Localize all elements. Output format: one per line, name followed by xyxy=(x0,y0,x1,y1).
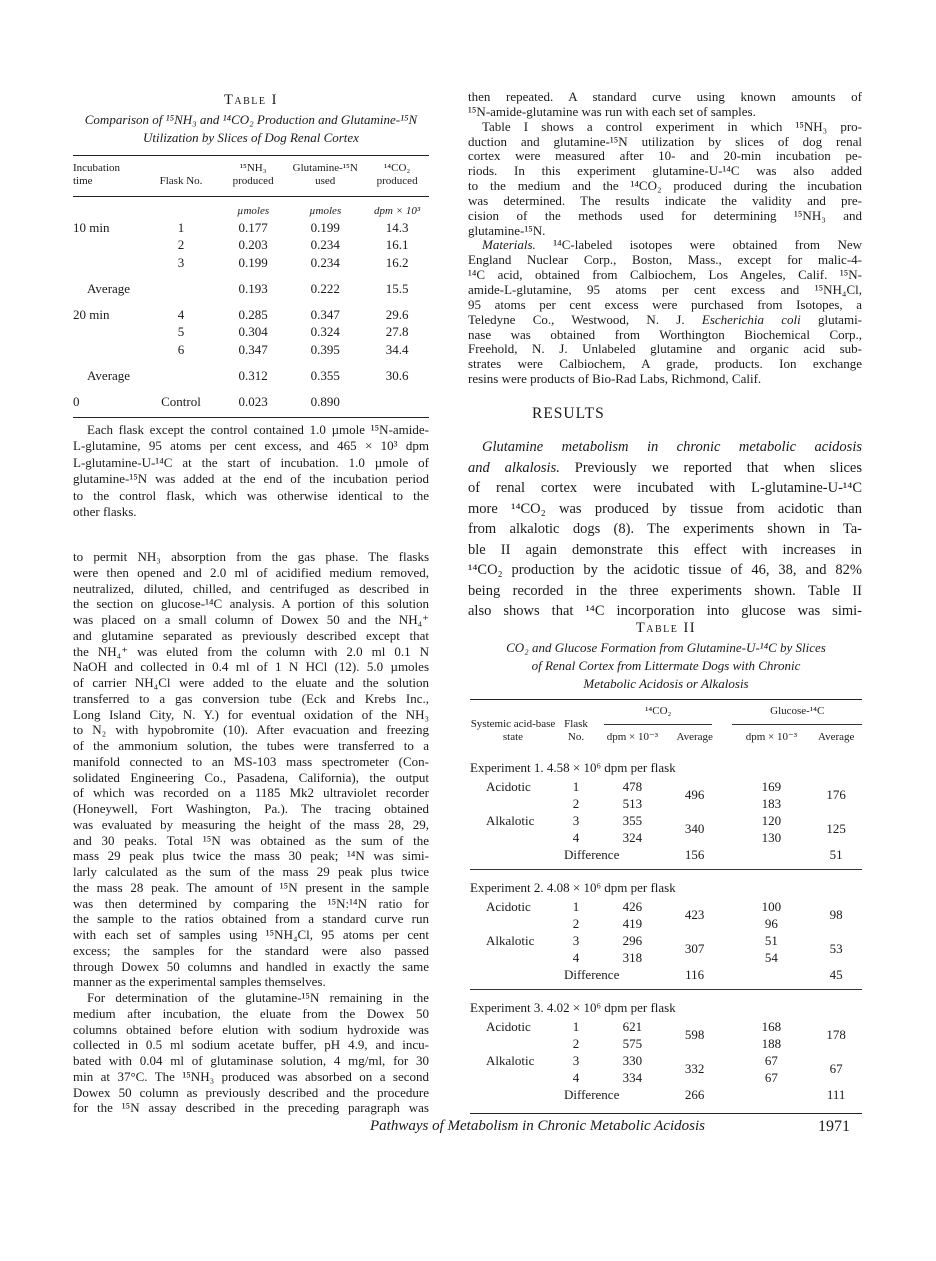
table-1-grid xyxy=(73,155,429,411)
text-line: was determined. The results indicate the validity and pre- xyxy=(468,192,862,208)
text-line: from alkalotic dogs (8). The experiments shown in Ta- xyxy=(468,521,862,537)
co2-cell: 30.6 xyxy=(385,367,409,383)
nh3-cell: 0.347 xyxy=(238,341,268,357)
co2-group-label: ¹⁴CO₂ xyxy=(604,705,712,725)
text-line: excess; the samples for the standard were also passed xyxy=(73,942,429,958)
text-line: and glutamine separated as previously described except that xyxy=(73,627,429,643)
text-line xyxy=(468,313,862,328)
species-name: Escherichia coli xyxy=(701,311,801,327)
footnote-line: other flasks. xyxy=(73,504,137,519)
footnote-line: Each flask except the control contained 1.0 µmole ¹⁵N-amide- xyxy=(87,421,429,437)
col-group-header xyxy=(596,700,720,726)
text-line: bated with 0.04 ml of glutaminase solution, 4 mg/ml, for 30 xyxy=(73,1053,429,1068)
difference-label: Difference xyxy=(564,846,620,862)
table-row xyxy=(470,932,862,949)
text-line: were then opened and 2.0 ml of acidified medium removed, xyxy=(73,564,429,580)
glutamine-cell: 0.324 xyxy=(310,324,340,340)
text-line: more ¹⁴CO₂ was produced by tissue from acidotic than xyxy=(468,500,862,517)
flask-cell: 4 xyxy=(572,1069,580,1085)
difference-row xyxy=(470,966,862,990)
text-line: (Honeywell, Fort Washington, Pa.). The tracing obtained xyxy=(73,801,429,816)
flask-cell xyxy=(141,359,221,385)
table-row xyxy=(73,341,429,359)
text-line: larly calculated as the sum of the mass 29 peak plus twice xyxy=(73,864,429,879)
table-row xyxy=(73,298,429,324)
table-2-caption xyxy=(470,639,862,693)
text-line: to permit NH₃ absorption from the gas phase. The flasks xyxy=(73,549,429,564)
table-row xyxy=(73,359,429,385)
experiment-title: Experiment 2. 4.08 × 10⁶ dpm per flask xyxy=(470,880,676,895)
experiment-title: Experiment 3. 4.02 × 10⁶ dpm per flask xyxy=(470,1000,676,1015)
text-line: was then determined by comparing the ¹⁵N:¹⁴N ratio for xyxy=(73,895,429,911)
glucose-difference-cell: 51 xyxy=(829,846,843,862)
col-header: Flask No. xyxy=(159,175,203,187)
table-row xyxy=(470,795,862,812)
co2-dpm-cell: 419 xyxy=(622,915,643,931)
experiment-header-row xyxy=(470,990,862,1019)
incubation-time-cell xyxy=(73,237,141,255)
text-line: was placed on a small column of Dowex 50 and the NH₄⁺ xyxy=(73,612,429,627)
text-line: NaOH and collected in 0.4 ml of 1 N HCl (12). 5.0 µmoles xyxy=(73,659,429,675)
flask-cell: 2 xyxy=(572,915,580,931)
text-line: then repeated. A standard curve using known amounts of xyxy=(468,89,862,104)
text-line: of the ammonium solution, the tubes were transferred to a xyxy=(73,738,429,753)
glucose-difference-cell: 111 xyxy=(826,1086,846,1102)
glucose-group-label: Glucose-¹⁴C xyxy=(732,705,862,725)
table-2-grid xyxy=(470,699,862,1109)
text-line: the mass 28 peak. The amount of ¹⁵N present in the sample xyxy=(73,879,429,895)
co2-dpm-cell: 324 xyxy=(622,829,643,845)
incubation-time-cell: 20 min xyxy=(73,306,110,322)
page-number: 1971 xyxy=(818,1118,850,1135)
spacer xyxy=(470,1086,556,1109)
glucose-dpm-cell: 120 xyxy=(761,812,782,828)
text-line: manifold connected to an MS-103 mass spectrometer (Con- xyxy=(73,753,429,769)
col-header: Average xyxy=(817,731,855,743)
col-group-header xyxy=(720,700,862,726)
flask-cell: 3 xyxy=(177,254,185,270)
footnote-line: L-glutamine, 95 atoms per cent excess, and 465 × 10³ dpm xyxy=(73,438,429,453)
experiment-header-row xyxy=(470,870,862,899)
glucose-average-cell: 176 xyxy=(826,787,846,802)
italic-run: Materials. xyxy=(482,237,536,253)
nh3-cell: 0.304 xyxy=(238,324,268,340)
glutamine-cell: 0.234 xyxy=(310,254,340,270)
nh3-cell: 0.199 xyxy=(238,254,268,270)
glutamine-cell: 0.234 xyxy=(310,237,340,253)
col-header: Systemic acid-base state xyxy=(470,718,556,743)
table-row xyxy=(73,272,429,298)
section-heading: RESULTS xyxy=(532,405,605,422)
body-text-right xyxy=(468,90,862,387)
text-line: neutralized, diluted, chilled, and centrifuged as described in xyxy=(73,580,429,596)
table-row xyxy=(470,778,862,795)
glutamine-cell: 0.199 xyxy=(310,219,340,235)
text-line xyxy=(468,437,862,458)
glucose-average-cell: 67 xyxy=(829,1061,843,1076)
text-line: ble II again demonstrate this effect with increases in xyxy=(468,541,862,558)
table-1-footnote xyxy=(73,422,429,521)
text-line: strates were Calbiochem, A grade, products. Ion exchange xyxy=(468,356,862,372)
glucose-dpm-cell: 54 xyxy=(764,949,778,965)
text-line: resins were products of Bio-Rad Labs, Richmond, Calif. xyxy=(468,371,762,387)
difference-row xyxy=(470,1086,862,1109)
text-line: cision of the methods used for determining ¹⁵NH₃ and xyxy=(468,207,862,223)
table-row xyxy=(470,1018,862,1035)
table-1-caption xyxy=(73,111,429,147)
co2-dpm-cell: 334 xyxy=(622,1069,643,1085)
glucose-dpm-cell: 51 xyxy=(764,932,778,948)
text-line xyxy=(468,458,862,479)
text-line: and 30 peaks. Total ¹⁵N was obtained as the sum of the xyxy=(73,832,429,848)
glucose-dpm-cell: 168 xyxy=(761,1018,782,1034)
state-cell: Acidotic xyxy=(486,778,531,794)
co2-average-cell: 496 xyxy=(684,787,705,802)
state-cell xyxy=(470,1069,556,1086)
co2-dpm-cell: 575 xyxy=(622,1035,643,1051)
co2-dpm-cell: 318 xyxy=(622,949,643,965)
glucose-dpm-cell: 67 xyxy=(764,1069,778,1085)
state-cell xyxy=(470,915,556,932)
text-line: Dowex 50 column as previously described and the procedure xyxy=(73,1084,429,1100)
flask-cell: 1 xyxy=(572,778,580,794)
flask-cell: 1 xyxy=(177,219,185,235)
glucose-average-cell: 178 xyxy=(826,1027,846,1042)
incubation-time-cell: Average xyxy=(87,280,131,296)
text-line: also shows that ¹⁴C incorporation into glucose was simi- xyxy=(468,603,862,619)
text-run: ¹⁴C-labeled isotopes were obtained from New xyxy=(535,237,862,253)
glucose-dpm-cell: 67 xyxy=(764,1052,778,1068)
glucose-dpm-cell: 188 xyxy=(761,1035,782,1051)
table-row xyxy=(73,237,429,255)
text-line: to N₂ with hypobromite (10). After evacuation and freezing xyxy=(73,722,429,738)
text-line: being recorded in the three experiments shown. Table II xyxy=(468,582,862,599)
nh3-cell: 0.203 xyxy=(238,237,268,253)
flask-cell: 1 xyxy=(572,1018,580,1034)
text-line: duction and glutamine-¹⁵N utilization by slices of dog renal xyxy=(468,133,862,149)
col-header: Incubation time xyxy=(73,162,121,187)
text-line: with each set of samples using ¹⁵NH₄Cl, 95 atoms per cent xyxy=(73,927,429,942)
text-line: columns obtained before elution with sodium hydroxide was xyxy=(73,1021,429,1037)
text-line: ¹⁵N-amide-glutamine was run with each set of samples. xyxy=(468,103,756,119)
co2-cell: 27.8 xyxy=(385,324,409,340)
flask-cell: 3 xyxy=(572,1052,580,1068)
glutamine-cell: 0.222 xyxy=(310,280,340,296)
incubation-time-cell: Average xyxy=(87,367,131,383)
text-line: cortex were measured after 10- and 20-min incubation pe- xyxy=(468,148,862,164)
glucose-average-cell: 53 xyxy=(829,941,843,956)
flask-cell: 6 xyxy=(177,341,185,357)
col-header: ¹⁵NH₃ produced xyxy=(232,162,274,187)
table-row xyxy=(73,254,429,272)
text-line: ¹⁴CO₂ production by the acidotic tissue of 46, 38, and 82% xyxy=(468,562,862,578)
glucose-dpm-cell: 169 xyxy=(761,778,782,794)
nh3-cell: 0.023 xyxy=(238,393,268,409)
text-line: England Nuclear Corp., Boston, Mass., except for malic-4- xyxy=(468,252,862,268)
text-line: min at 37°C. The ¹⁵NH₃ produced was absorbed on a second xyxy=(73,1068,429,1084)
unit-label: dpm × 10³ xyxy=(374,205,421,217)
text-line xyxy=(468,238,862,253)
body-text-left xyxy=(73,549,429,1116)
glutamine-cell: 0.890 xyxy=(310,393,340,409)
flask-cell: 2 xyxy=(572,1035,580,1051)
table-row xyxy=(470,1035,862,1052)
col-header: dpm × 10⁻³ xyxy=(745,731,798,743)
table-2 xyxy=(470,620,862,1114)
co2-cell: 16.1 xyxy=(385,237,409,253)
results-section xyxy=(468,405,862,622)
text-line: collected in 0.5 ml sodium acetate buffer, pH 4.9, and incu- xyxy=(73,1037,429,1053)
state-cell: Acidotic xyxy=(486,898,531,914)
flask-cell: Control xyxy=(161,393,201,409)
col-header: dpm × 10⁻³ xyxy=(606,731,659,743)
co2-cell xyxy=(365,385,429,411)
col-header: Average xyxy=(676,731,713,743)
nh3-cell: 0.285 xyxy=(238,306,268,322)
text-line: ¹⁴C acid, obtained from Calbiochem, Los Angeles, Calif. ¹⁵N- xyxy=(468,267,862,283)
co2-difference-cell: 156 xyxy=(684,846,705,862)
table-1-title: Table I xyxy=(224,92,278,108)
col-header: ¹⁴CO₂ produced xyxy=(376,162,418,187)
text-line: the NH₄⁺ was eluted from the column with 2.0 ml 0.1 N xyxy=(73,643,429,659)
experiment-header-row xyxy=(470,750,862,778)
text-line: of carrier NH₄Cl were added to the eluate and the solution xyxy=(73,675,429,690)
text-run: Teledyne Co., Westwood, N. J. xyxy=(468,311,702,327)
italic-run: Glutamine metabolism in chronic metabolic acidosis xyxy=(482,439,862,455)
co2-difference-cell: 116 xyxy=(685,966,705,982)
state-cell xyxy=(470,1035,556,1052)
co2-dpm-cell: 426 xyxy=(622,898,643,914)
co2-cell: 34.4 xyxy=(385,341,409,357)
unit-label: µmoles xyxy=(237,205,270,217)
text-line: of renal cortex were incubated with L-glutamine-U-¹⁴C xyxy=(468,480,862,496)
co2-average-cell: 423 xyxy=(684,907,705,922)
text-line: of which was recorded on a 1185 Mk2 ultraviolet recorder xyxy=(73,785,429,801)
table-2-title: Table II xyxy=(635,620,697,636)
caption-line: Metabolic Acidosis or Alkalosis xyxy=(583,676,749,691)
state-cell: Alkalotic xyxy=(486,1052,535,1068)
nh3-cell: 0.177 xyxy=(238,219,268,235)
spacer xyxy=(470,846,556,870)
difference-label: Difference xyxy=(564,1086,620,1102)
text-line: medium after incubation, the eluate from the Dowex 50 xyxy=(73,1005,429,1021)
incubation-time-cell: 0 xyxy=(73,393,80,409)
table-row xyxy=(470,812,862,829)
co2-dpm-cell: 513 xyxy=(622,795,643,811)
flask-cell: 5 xyxy=(177,324,185,340)
incubation-time-cell xyxy=(73,341,141,359)
co2-average-cell: 598 xyxy=(684,1027,705,1042)
table-row xyxy=(470,898,862,915)
glucose-dpm-cell: 96 xyxy=(764,915,778,931)
co2-cell: 15.5 xyxy=(385,280,409,296)
table-row xyxy=(470,829,862,846)
co2-dpm-cell: 330 xyxy=(622,1052,643,1068)
running-title: Pathways of Metabolism in Chronic Metabolic Acidosis xyxy=(370,1118,705,1134)
co2-average-cell: 332 xyxy=(684,1061,705,1076)
co2-dpm-cell: 621 xyxy=(622,1018,643,1034)
flask-cell: 2 xyxy=(572,795,580,811)
flask-cell: 1 xyxy=(572,898,580,914)
flask-cell xyxy=(141,272,221,298)
spacer xyxy=(720,1086,810,1109)
footnote-line: to the control flask, which was otherwise identical to the xyxy=(73,487,429,503)
nh3-cell: 0.312 xyxy=(238,367,268,383)
table-row xyxy=(470,915,862,932)
table-row xyxy=(73,385,429,411)
state-cell xyxy=(470,795,556,812)
text-line: for the ¹⁵N assay described in the preceding paragraph was xyxy=(73,1100,429,1116)
glutamine-cell: 0.347 xyxy=(310,306,340,322)
co2-dpm-cell: 478 xyxy=(622,778,643,794)
text-line: transferred to a gas conversion tube (Eck and Krebs Inc., xyxy=(73,690,429,706)
footnote-line: glutamine-¹⁵N was added at the end of the incubation period xyxy=(73,471,429,486)
text-line: manner as the experimental samples themselves. xyxy=(73,974,326,990)
text-line: the sample to the ratios obtained from a standard curve run xyxy=(73,911,429,927)
spacer xyxy=(720,846,810,870)
difference-row xyxy=(470,846,862,870)
table-1 xyxy=(73,92,429,521)
spacer xyxy=(720,966,810,990)
caption-line: Utilization by Slices of Dog Renal Cortex xyxy=(143,130,359,145)
text-line: 95 atoms per cent excess were purchased from Isotopes, a xyxy=(468,296,862,312)
co2-average-cell: 340 xyxy=(684,821,705,836)
glucose-average-cell: 98 xyxy=(829,907,843,922)
unit-label: µmoles xyxy=(309,205,342,217)
text-run: Previously we reported that when slices xyxy=(559,459,862,476)
state-cell xyxy=(470,949,556,966)
incubation-time-cell: 10 min xyxy=(73,219,110,235)
flask-cell: 3 xyxy=(572,932,580,948)
glucose-difference-cell: 45 xyxy=(829,966,843,982)
state-cell xyxy=(470,829,556,846)
caption-line: CO₂ and Glucose Formation from Glutamine-U-¹⁴C by Slices xyxy=(506,640,826,655)
text-line: solidated Engineering Co., Pasadena, California), the output xyxy=(73,769,429,785)
flask-cell: 4 xyxy=(177,306,185,322)
text-line: Long Island City, N. Y.) for eventual oxidation of the NH₃ xyxy=(73,706,429,722)
co2-cell: 14.3 xyxy=(385,219,409,235)
glucose-dpm-cell: 183 xyxy=(761,795,782,811)
text-line: mass 29 peak plus twice the mass 30 peak; ¹⁴N was simi- xyxy=(73,848,429,864)
text-line: the section on glucose-¹⁴C analysis. A portion of this solution xyxy=(73,596,429,612)
footnote-line: L-glutamine-U-¹⁴C at the start of incubation. 1.0 µmole of xyxy=(73,454,429,470)
incubation-time-cell xyxy=(73,324,141,342)
text-line: to the medium and the ¹⁴CO₂ produced during the incubation xyxy=(468,178,862,194)
experiment-title: Experiment 1. 4.58 × 10⁶ dpm per flask xyxy=(470,760,676,775)
co2-cell: 29.6 xyxy=(385,306,409,322)
state-cell: Alkalotic xyxy=(486,932,535,948)
col-header: Glutamine-¹⁵N used xyxy=(292,162,358,187)
text-line: riods. In this experiment glutamine-U-¹⁴C was also added xyxy=(468,163,862,179)
co2-difference-cell: 266 xyxy=(684,1086,705,1102)
text-line: For determination of the glutamine-¹⁵N remaining in the xyxy=(87,990,429,1005)
glucose-dpm-cell: 130 xyxy=(761,829,782,845)
table-row xyxy=(470,1052,862,1069)
co2-average-cell: 307 xyxy=(684,941,705,956)
spacer xyxy=(470,966,556,990)
glucose-average-cell: 125 xyxy=(826,821,846,836)
caption-line: of Renal Cortex from Littermate Dogs with Chronic xyxy=(531,658,801,673)
text-line: nase was obtained from Worthington Biochemical Corp., xyxy=(468,326,862,342)
glutamine-cell: 0.355 xyxy=(310,367,340,383)
italic-run: and alkalosis. xyxy=(468,459,560,476)
flask-cell: 3 xyxy=(572,812,580,828)
state-cell: Alkalotic xyxy=(486,812,535,828)
glutamine-cell: 0.395 xyxy=(310,341,340,357)
text-line: through Dowex 50 columns and handled in exactly the same xyxy=(73,958,429,974)
table-row xyxy=(73,324,429,342)
table-row xyxy=(73,217,429,237)
results-paragraph xyxy=(468,437,862,622)
glucose-dpm-cell: 100 xyxy=(761,898,782,914)
table-row xyxy=(470,949,862,966)
flask-cell: 2 xyxy=(177,237,185,253)
nh3-cell: 0.193 xyxy=(238,280,268,296)
text-line: glutamine-¹⁵N. xyxy=(468,222,546,238)
text-run: glutami- xyxy=(800,311,863,327)
flask-cell: 4 xyxy=(572,949,580,965)
co2-dpm-cell: 355 xyxy=(622,812,643,828)
text-line: amide-L-glutamine, 95 atoms per cent excess and ¹⁵NH₄Cl, xyxy=(468,281,862,297)
flask-cell: 4 xyxy=(572,829,580,845)
difference-label: Difference xyxy=(564,966,620,982)
text-line: Freehold, N. J. Unlabeled glutamine and organic acid sub- xyxy=(468,341,862,357)
caption-line: Comparison of ¹⁵NH₃ and ¹⁴CO₂ Production and Glutamine-¹⁵N xyxy=(84,112,418,127)
incubation-time-cell xyxy=(73,254,141,272)
state-cell: Acidotic xyxy=(486,1018,531,1034)
col-header: Flask No. xyxy=(564,718,588,743)
text-line: Table I shows a control experiment in which ¹⁵NH₃ pro- xyxy=(482,118,862,134)
text-line: was evaluated by measuring the height of the mass 28, 29, xyxy=(73,816,429,832)
co2-cell: 16.2 xyxy=(385,254,409,270)
table-row xyxy=(470,1069,862,1086)
co2-dpm-cell: 296 xyxy=(622,932,643,948)
